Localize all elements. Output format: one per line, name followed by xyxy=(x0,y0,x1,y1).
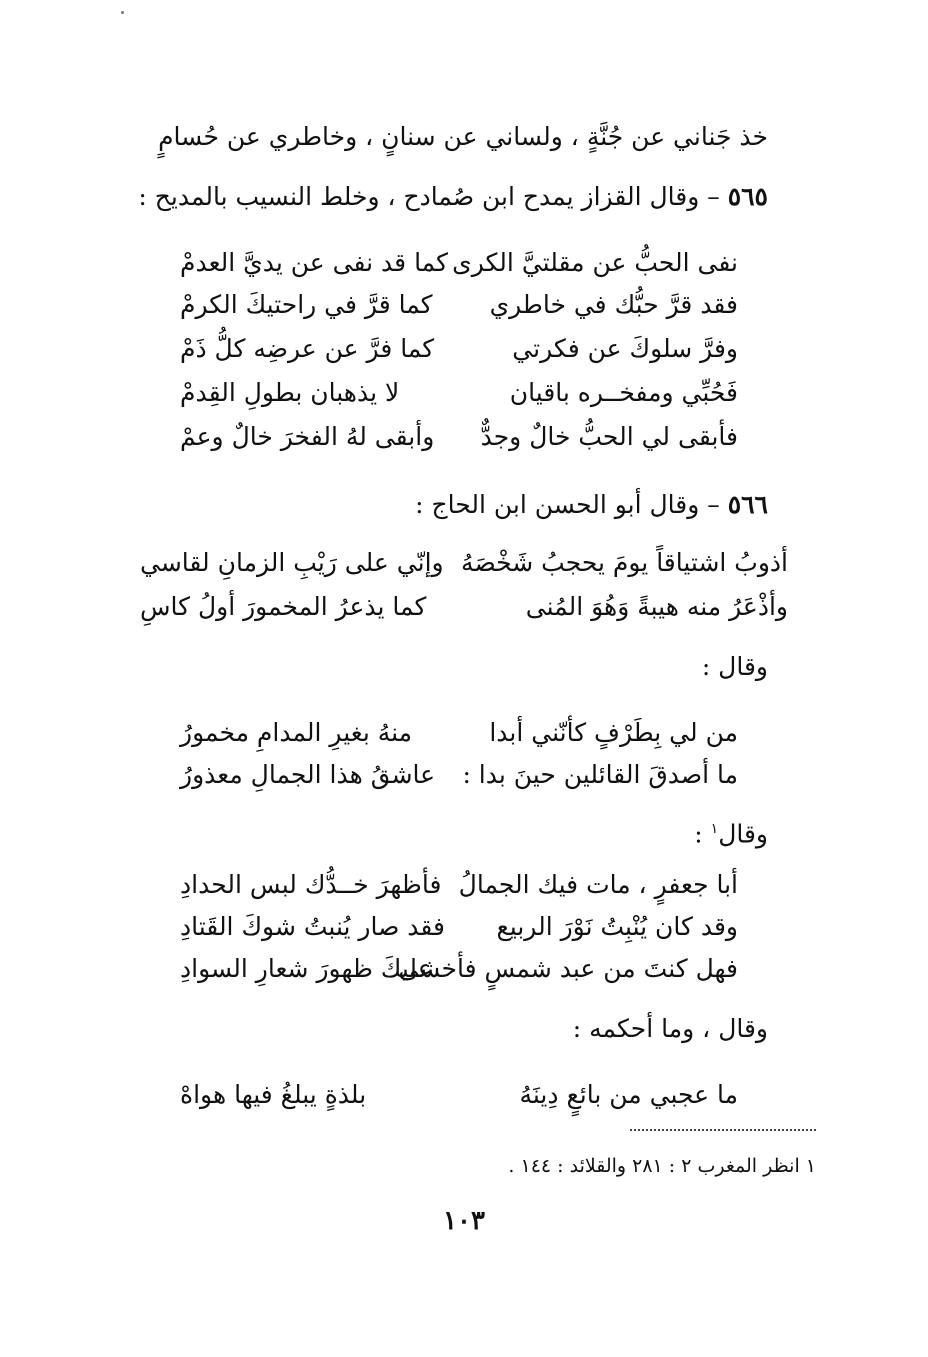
verse-first-hemistich: أبا جعفرٍ ، مات فيك الجمالُ xyxy=(458,870,738,899)
opening-line: خذ جَناني عن جُنَّةٍ ، ولساني عن سنانٍ ، وخاطري عن حُسامٍ xyxy=(158,122,768,151)
verse-second-hemistich: كما يذعرُ المخمورَ أولُ كاسِ xyxy=(140,592,427,621)
footnote-separator xyxy=(630,1129,816,1131)
verse-second-hemistich: فقد صار يُنبتُ شوكَ القَتادِ xyxy=(180,912,445,941)
poem-intro-colon: : xyxy=(694,819,703,849)
verse-second-hemistich: منهُ بغيرِ المدامِ مخمورُ xyxy=(180,718,413,747)
verse-second-hemistich: كما قد نفى عن يديَّ العدمْ xyxy=(180,248,449,277)
verse-first-hemistich: نفى الحبُّ عن مقلتيَّ الكرى xyxy=(452,248,738,277)
verse-first-hemistich: ما أصدقَ القائلين حينَ بدا : xyxy=(462,760,738,789)
verse-second-hemistich: عاشقُ هذا الجمالِ معذورُ xyxy=(180,760,436,789)
poem-intro: وقال ، وما أحكمه : xyxy=(572,1014,768,1043)
entry-number: ٥٦٦ xyxy=(727,490,768,519)
footnote-marker: ١ xyxy=(710,821,719,837)
verse-first-hemistich: ما عجبي من بائعٍ دِينَهُ xyxy=(519,1080,738,1109)
entry-566-heading xyxy=(415,490,768,520)
footnote: ١ انظر المغرب ٢ : ٢٨١ والقلائد : ١٤٤ . xyxy=(508,1155,816,1177)
page-number: ١٠٣ xyxy=(443,1206,485,1236)
verse-first-hemistich: وفرَّ سلوكَ عن فكرتي xyxy=(512,334,738,363)
poem-intro xyxy=(694,814,768,849)
verse-second-hemistich: لا يذهبان بطولِ القِدمْ xyxy=(180,378,400,407)
poem-intro-text: وقال xyxy=(718,819,768,849)
page-speck xyxy=(121,11,124,14)
verse-first-hemistich: وقد كان يُنْبِتُ نَوْرَ الربيع xyxy=(496,912,738,941)
verse-second-hemistich: عليكَ ظهورَ شعارِ السوادِ xyxy=(180,954,433,983)
entry-intro: – وقال القزاز يمدح ابن صُمادح ، وخلط النسيب بالمديح : xyxy=(138,182,720,211)
verse-second-hemistich: بلذةٍ يبلغُ فيها هواهْ xyxy=(180,1080,367,1109)
verse-first-hemistich: أذوبُ اشتياقاً يومَ يحجبُ شَخْصَهُ xyxy=(461,548,788,577)
verse-second-hemistich: كما فرَّ عن عرضِه كلُّ ذَمْ xyxy=(180,334,435,363)
verse-second-hemistich: وأبقى لهُ الفخرَ خالٌ وعمْ xyxy=(180,422,435,451)
verse-first-hemistich: وأذْعَرُ منه هيبةً وَهُوَ المُنى xyxy=(525,592,788,621)
verse-first-hemistich: فهل كنتَ من عبد شمسٍ فأخشى xyxy=(398,954,738,983)
poem-intro: وقال : xyxy=(701,652,768,681)
entry-intro: – وقال أبو الحسن ابن الحاج : xyxy=(415,490,720,519)
verse-first-hemistich: فَحُبِّي ومفخــره باقيان xyxy=(509,378,738,407)
verse-second-hemistich: وإنّي على رَيْبِ الزمانِ لقاسي xyxy=(140,548,444,577)
entry-565-heading xyxy=(138,182,768,212)
verse-second-hemistich: فأظهرَ خــدُّك لبس الحدادِ xyxy=(180,870,442,899)
verse-first-hemistich: فقد قرَّ حبُّك في خاطري xyxy=(489,290,738,319)
verse-first-hemistich: فأبقى لي الحبُّ خالٌ وجدٌّ xyxy=(480,422,738,451)
entry-number: ٥٦٥ xyxy=(727,182,768,211)
verse-second-hemistich: كما قرَّ في راحتيكَ الكرمْ xyxy=(180,290,433,319)
verse-first-hemistich: من لي بِطَرْفٍ كأنّني أبدا xyxy=(489,718,738,747)
